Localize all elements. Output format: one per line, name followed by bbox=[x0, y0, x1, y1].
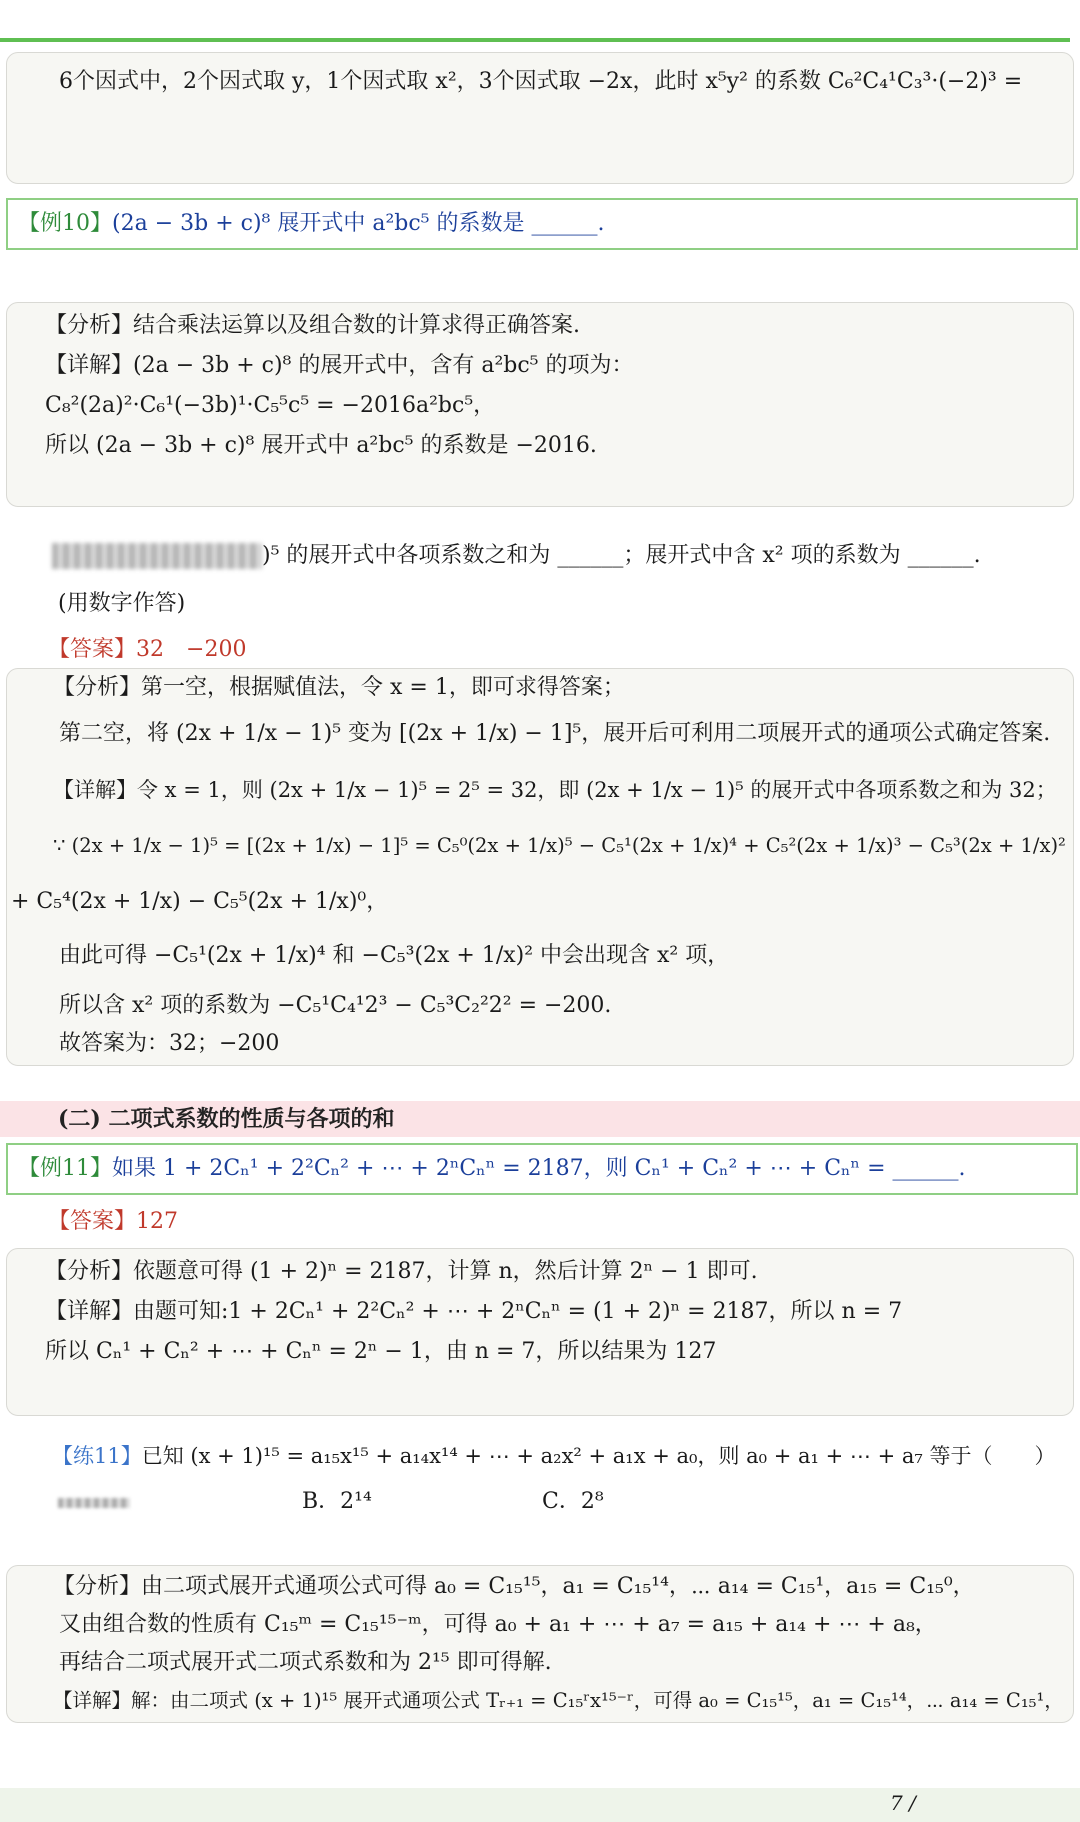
example-text: (2a − 3b + c)⁸ 展开式中 a²bc⁵ 的系数是 ______. bbox=[112, 211, 605, 236]
analysis-line: 【分析】依题意可得 (1 + 2)ⁿ = 2187，计算 n，然后计算 2ⁿ − 1 即可. bbox=[45, 1259, 758, 1284]
example-tag: 【例11】 bbox=[18, 1156, 112, 1181]
analysis-line: 【分析】结合乘法运算以及组合数的计算求得正确答案. bbox=[45, 313, 580, 338]
practice-10-question bbox=[52, 541, 981, 571]
blurred-region bbox=[52, 543, 262, 569]
answer-value: 127 bbox=[136, 1209, 179, 1234]
top-accent-bar bbox=[0, 38, 1070, 42]
practice-10-text: )⁵ 的展开式中各项系数之和为 ______；展开式中含 x² 项的系数为 ______. bbox=[262, 543, 981, 568]
blurred-option-a bbox=[58, 1498, 130, 1508]
option-c: C．2⁸ bbox=[542, 1489, 604, 1514]
section-title: (二) 二项式系数的性质与各项的和 bbox=[58, 1106, 395, 1132]
detail-line: 故答案为：32；−200 bbox=[59, 1031, 280, 1056]
detail-line: 【详解】由题可知:1 + 2Cₙ¹ + 2²Cₙ² + ⋯ + 2ⁿCₙⁿ = (1 + 2)ⁿ = 2187，所以 n = 7 bbox=[45, 1299, 903, 1324]
practice-text: 已知 (x + 1)¹⁵ = a₁₅x¹⁵ + a₁₄x¹⁴ + ⋯ + a₂x² + a₁x + a₀，则 a₀ + a₁ + ⋯ + a₇ 等于（ ） bbox=[141, 1444, 1056, 1468]
example-text: 如果 1 + 2Cₙ¹ + 2²Cₙ² + ⋯ + 2ⁿCₙⁿ = 2187，则 Cₙ¹ + Cₙ² + ⋯ + Cₙⁿ = ______. bbox=[112, 1156, 966, 1181]
detail-line: 所以 Cₙ¹ + Cₙ² + ⋯ + Cₙⁿ = 2ⁿ − 1，由 n = 7，所以结果为 127 bbox=[45, 1339, 717, 1364]
detail-line: 【详解】解：由二项式 (x + 1)¹⁵ 展开式通项公式 Tᵣ₊₁ = C₁₅ʳx¹⁵⁻ʳ，可得 a₀ = C₁₅¹⁵，a₁ = C₁₅¹⁴，⋯ a₁₄ = C₁₅¹， bbox=[53, 1689, 1064, 1712]
analysis-line: 【分析】由二项式展开式通项公式可得 a₀ = C₁₅¹⁵，a₁ = C₁₅¹⁴，⋯ a₁₄ = C₁₅¹，a₁₅ = C₁₅⁰， bbox=[53, 1574, 975, 1599]
answer-tag: 【答案】 bbox=[48, 637, 137, 662]
solution-box-example-11 bbox=[6, 1248, 1074, 1416]
detail-line: C₈²(2a)²·C₆¹(−3b)¹·C₅⁵c⁵ = −2016a²bc⁵， bbox=[45, 393, 496, 418]
detail-line: 【详解】(2a − 3b + c)⁸ 的展开式中，含有 a²bc⁵ 的项为： bbox=[45, 353, 634, 378]
analysis-line: 再结合二项式展开式二项式系数和为 2¹⁵ 即可得解. bbox=[59, 1650, 552, 1675]
answer-tag: 【答案】 bbox=[48, 1209, 137, 1234]
solution-box-top bbox=[6, 52, 1074, 184]
page-number: 7 / bbox=[890, 1791, 916, 1815]
example-11-question bbox=[18, 1154, 966, 1184]
example-10-question bbox=[18, 209, 604, 239]
analysis-line: 又由组合数的性质有 C₁₅ᵐ = C₁₅¹⁵⁻ᵐ，可得 a₀ + a₁ + ⋯ + a₇ = a₁₅ + a₁₄ + ⋯ + a₈， bbox=[59, 1612, 937, 1637]
example-11-box bbox=[6, 1143, 1078, 1195]
detail-line: 由此可得 −C₅¹(2x + 1/x)⁴ 和 −C₅³(2x + 1/x)² 中会出现含 x² 项， bbox=[59, 943, 730, 968]
solution-box-practice-10 bbox=[6, 668, 1074, 1066]
example-10-box bbox=[6, 198, 1078, 250]
example-tag: 【例10】 bbox=[18, 211, 112, 236]
text-line: 6个因式中，2个因式取 y，1个因式取 x²，3个因式取 −2x，此时 x⁵y² 的系数 C₆²C₄¹C₃³·(−2)³ = bbox=[59, 69, 1023, 94]
practice-11-question bbox=[52, 1441, 1055, 1471]
detail-line: 所以含 x² 项的系数为 −C₅¹C₄¹2³ − C₅³C₂²2² = −200. bbox=[59, 993, 612, 1018]
detail-line: 所以 (2a − 3b + c)⁸ 展开式中 a²bc⁵ 的系数是 −2016. bbox=[45, 433, 597, 458]
section-header bbox=[0, 1101, 1080, 1137]
answer-value: 32 −200 bbox=[136, 637, 247, 662]
analysis-line: 第二空，将 (2x + 1/x − 1)⁵ 变为 [(2x + 1/x) − 1]⁵，展开后可利用二项展开式的通项公式确定答案. bbox=[59, 721, 1051, 746]
detail-line: ∵ (2x + 1/x − 1)⁵ = [(2x + 1/x) − 1]⁵ = C₅⁰(2x + 1/x)⁵ − C₅¹(2x + 1/x)⁴ + C₅²(2x + 1/x)³ − C₅³(2x + 1/x)² bbox=[53, 834, 1066, 857]
detail-line: + C₅⁴(2x + 1/x) − C₅⁵(2x + 1/x)⁰， bbox=[11, 889, 389, 914]
practice-10-answer bbox=[48, 635, 246, 665]
example-11-answer bbox=[48, 1207, 178, 1237]
practice-10-note: (用数字作答) bbox=[58, 591, 186, 616]
solution-box-example-10 bbox=[6, 302, 1074, 507]
analysis-line: 【分析】第一空，根据赋值法，令 x = 1，即可求得答案； bbox=[53, 675, 625, 700]
practice-tag: 【练11】 bbox=[52, 1444, 142, 1468]
detail-line: 【详解】令 x = 1，则 (2x + 1/x − 1)⁵ = 2⁵ = 32，即 (2x + 1/x − 1)⁵ 的展开式中各项系数之和为 32； bbox=[53, 778, 1057, 802]
page-footer bbox=[0, 1788, 1080, 1822]
solution-box-practice-11 bbox=[6, 1565, 1074, 1723]
option-b: B．2¹⁴ bbox=[302, 1489, 372, 1514]
